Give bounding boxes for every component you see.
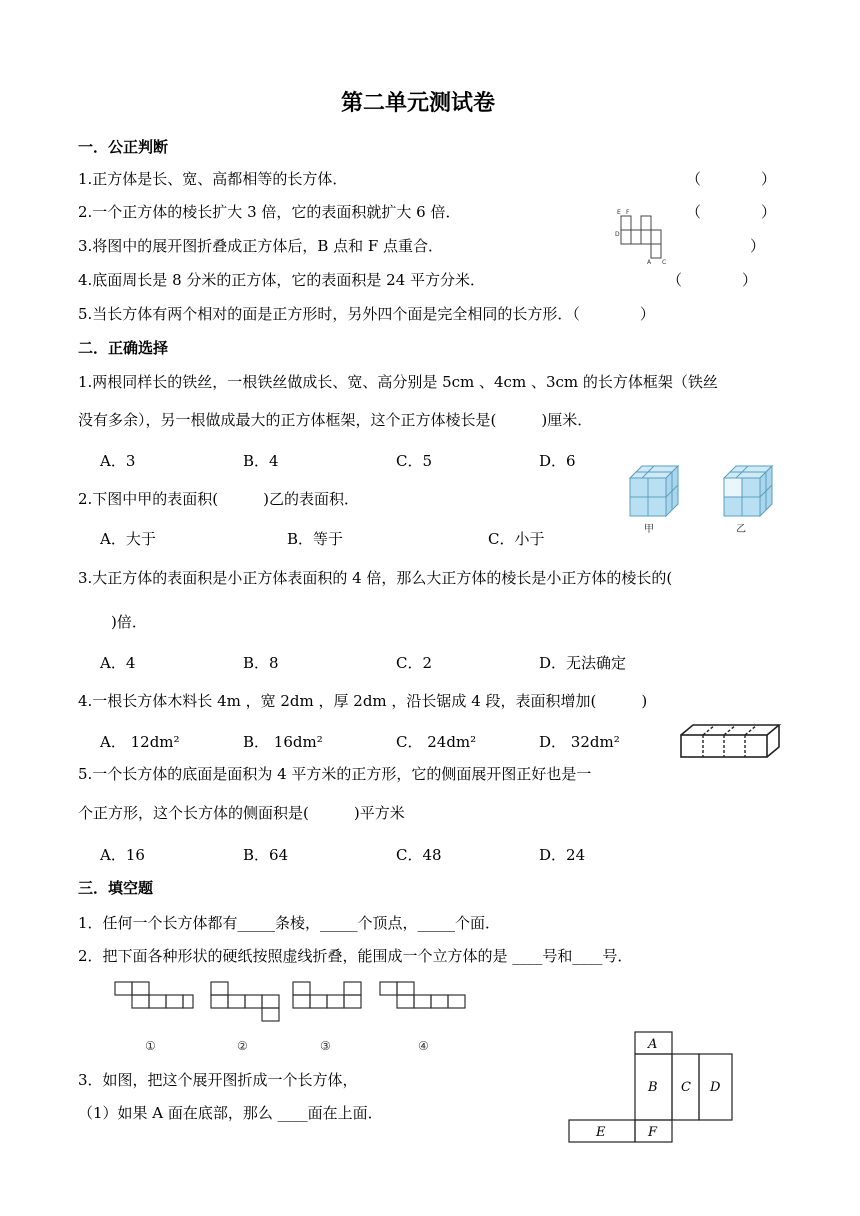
face-label-b: B — [648, 1080, 658, 1095]
choice-q4-option-d: D． 32dm² — [539, 733, 620, 751]
fill-q3-line2: （1）如果 A 面在底部，那么 ____面在上面． — [78, 1104, 383, 1122]
paper-shapes-figure — [112, 978, 474, 1054]
judge-item-5: 5.当长方体有两个相对的面是正方形时，另外四个面是完全相同的长方形．（ ） — [78, 305, 655, 323]
choice-q3-option-d: D．无法确定 — [539, 654, 627, 672]
face-label-e: E — [596, 1125, 606, 1140]
choice-q5-option-c: C．48 — [396, 846, 442, 864]
choice-q5-option-a: A．16 — [100, 846, 145, 864]
fill-q2: 2．把下面各种形状的硬纸按照虚线折叠，能围成一个立方体的是 ____号和____号． — [78, 947, 633, 965]
cube-net-figure — [612, 206, 674, 264]
judge-item-3: 3.将图中的展开图折叠成正方体后，B 点和 F 点重合． — [78, 237, 444, 255]
wood-bar-figure — [678, 722, 782, 760]
choice-q3-option-a: A．4 — [100, 654, 136, 672]
page-title: 第二单元测试卷 — [341, 91, 496, 116]
shape-label-1: ① — [145, 1039, 156, 1053]
net-label-f: F — [626, 209, 630, 216]
face-label-a: A — [648, 1037, 658, 1052]
choice-q1-option-d: D．6 — [539, 452, 576, 470]
choice-q1-option-c: C．5 — [396, 452, 433, 470]
judge-bracket-2: （ ） — [686, 203, 777, 221]
judge-bracket-1: （ ） — [686, 170, 777, 188]
choice-q5-option-d: D．24 — [539, 846, 586, 864]
choice-q5-line2: 个正方形，这个长方体的侧面积是( )平方米 — [78, 804, 405, 822]
choice-q4-option-a: A． 12dm² — [100, 733, 180, 751]
net-label-e: E — [617, 209, 621, 216]
net-label-a: A — [647, 259, 652, 264]
shape-label-4: ④ — [418, 1039, 429, 1053]
choice-q2-option-a: A．大于 — [100, 530, 156, 548]
net-label-d: D — [615, 231, 620, 238]
choice-q1-line2: 没有多余），另一根做成最大的正方体框架，这个正方体棱长是( )厘米． — [78, 411, 593, 429]
cube-label-yi: 乙 — [736, 524, 746, 535]
judge-bracket-4: （ ） — [667, 271, 758, 289]
cubes-figure — [622, 464, 782, 540]
shape-label-2: ② — [237, 1039, 248, 1053]
choice-q4-option-b: B． 16dm² — [243, 733, 323, 751]
section-heading-3: 三．填空题 — [78, 879, 154, 897]
face-label-d: D — [710, 1080, 721, 1095]
shape-label-3: ③ — [320, 1039, 331, 1053]
section-heading-2: 二．正确选择 — [78, 339, 169, 357]
choice-q2-option-c: C．小于 — [488, 530, 545, 548]
cuboid-net-figure — [567, 1030, 737, 1144]
choice-q4-option-c: C． 24dm² — [396, 733, 477, 751]
face-label-f: F — [648, 1125, 658, 1140]
choice-q4-line1: 4.一根长方体木料长 4m ，宽 2dm ，厚 2dm ，沿长锯成 4 段，表面积增加( ) — [78, 692, 648, 710]
choice-q3-line2: )倍． — [96, 613, 147, 631]
choice-q3-option-c: C．2 — [396, 654, 433, 672]
choice-q5-line1: 5.一个长方体的底面是面积为 4 平方米的正方形，它的侧面展开图正好也是一 — [78, 765, 592, 783]
judge-item-2: 2.一个正方体的棱长扩大 3 倍，它的表面积就扩大 6 倍． — [78, 203, 461, 221]
fill-q1: 1．任何一个长方体都有_____条棱，_____个顶点，_____个面． — [78, 914, 501, 932]
choice-q2-line1: 2.下图中甲的表面积( )乙的表面积． — [78, 490, 360, 508]
judge-item-4: 4.底面周长是 8 分米的正方体，它的表面积是 24 平方分米． — [78, 271, 486, 289]
choice-q1-option-b: B．4 — [243, 452, 279, 470]
cube-label-jia: 甲 — [644, 524, 654, 535]
choice-q1-option-a: A．3 — [100, 452, 136, 470]
choice-q3-line1: 3.大正方体的表面积是小正方体表面积的 4 倍，那么大正方体的棱长是小正方体的棱长的( — [78, 569, 673, 587]
face-label-c: C — [681, 1080, 691, 1095]
choice-q3-option-b: B．8 — [243, 654, 279, 672]
net-label-c: C — [662, 259, 667, 264]
choice-q1-line1: 1.两根同样长的铁丝，一根铁丝做成长、宽、高分别是 5cm 、4cm 、3cm 的长方体框架（铁丝 — [78, 373, 718, 391]
fill-q3-line1: 3．如图，把这个展开图折成一个长方体， — [78, 1071, 358, 1089]
section-heading-1: 一．公正判断 — [78, 138, 169, 156]
judge-item-1: 1.正方体是长、宽、高都相等的长方体． — [78, 170, 348, 188]
choice-q5-option-b: B．64 — [243, 846, 289, 864]
judge-bracket-3: ） — [690, 237, 766, 255]
choice-q2-option-b: B．等于 — [287, 530, 344, 548]
